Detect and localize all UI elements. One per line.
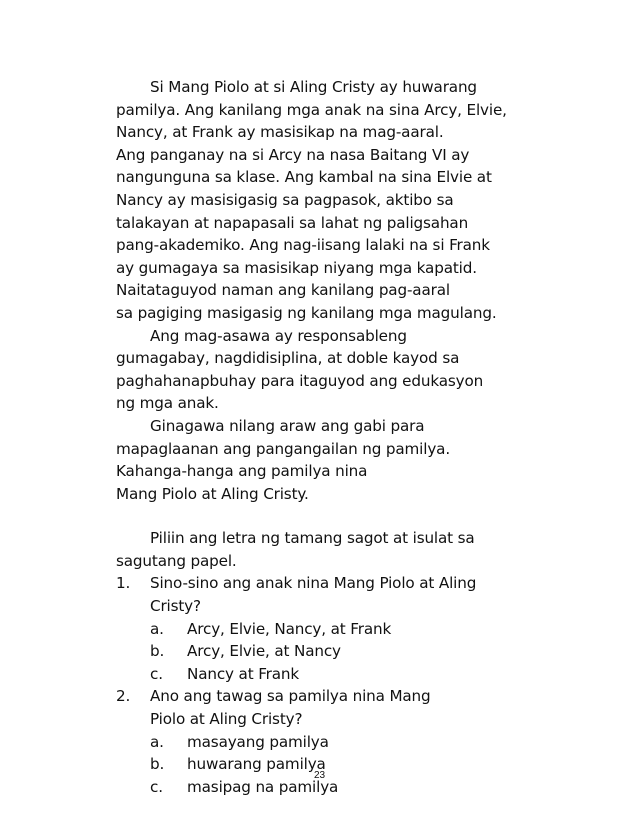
question-stem [116, 572, 556, 595]
answer-option [116, 640, 556, 663]
option-letter: a. [150, 732, 164, 751]
text-line: Kahanga-hanga ang pamilya nina [116, 462, 368, 481]
option-letter: c. [150, 777, 163, 796]
text-line: nangunguna sa klase. Ang kambal na sina Elvie at [116, 168, 492, 187]
answer-option [116, 618, 556, 641]
question-text: Sino-sino ang anak nina Mang Piolo at Aling [150, 574, 477, 593]
text-line: ng mga anak. [116, 394, 219, 413]
text-line: mapaglaanan ang pangangailan ng pamilya. [116, 439, 450, 458]
option-letter: b. [150, 755, 165, 774]
passage-paragraph-2 [116, 325, 556, 415]
text-line: ay gumagaya sa masisikap niyang mga kapatid. [116, 258, 477, 277]
option-text: masipag na pamilya [187, 777, 339, 796]
text-line: paghahanapbuhay para itaguyod ang edukasyon [116, 371, 484, 390]
text-line: pamilya. Ang kanilang mga anak na sina Arcy, Elvie, [116, 100, 507, 119]
instruction-line: Piliin ang letra ng tamang sagot at isulat sa [150, 529, 475, 548]
question-text: Ano ang tawag sa pamilya nina Mang [150, 687, 431, 706]
question-text: Cristy? [150, 597, 201, 616]
passage-paragraph-3 [116, 415, 556, 505]
instruction-line: sagutang papel. [116, 551, 237, 570]
text-line: Nancy, at Frank ay masisikap na mag-aaral. [116, 123, 444, 142]
option-text: Arcy, Elvie, Nancy, at Frank [187, 619, 392, 638]
answer-option [116, 663, 556, 686]
text-line: pang-akademiko. Ang nag-iisang lalaki na si Frank [116, 236, 490, 255]
question-number: 1. [116, 574, 131, 593]
question-2 [116, 685, 556, 798]
question-stem [116, 685, 556, 708]
instructions [116, 527, 556, 572]
text-line: talakayan at napapasali sa lahat ng paligsahan [116, 213, 469, 232]
text-line: Ginagawa nilang araw ang gabi para [150, 416, 425, 435]
text-line: sa pagiging masigasig ng kanilang mga magulang. [116, 303, 497, 322]
answer-option [116, 731, 556, 754]
question-text: Piolo at Aling Cristy? [150, 710, 303, 729]
option-letter: b. [150, 642, 165, 661]
question-1 [116, 572, 556, 685]
text-line: Si Mang Piolo at si Aling Cristy ay huwarang [150, 78, 477, 96]
text-line: gumagabay, nagdidisiplina, at doble kayod sa [116, 349, 460, 368]
option-letter: a. [150, 619, 164, 638]
text-line: Nancy ay masisigasig sa pagpasok, aktibo sa [116, 190, 454, 209]
passage-paragraph-1 [116, 76, 556, 325]
option-text: huwarang pamilya [187, 755, 326, 774]
blank-line [116, 505, 556, 527]
document-page [116, 76, 556, 798]
question-number: 2. [116, 687, 131, 706]
option-text: masayang pamilya [187, 732, 329, 751]
text-line: Mang Piolo at Aling Cristy. [116, 484, 309, 503]
page-number: 23 [313, 770, 326, 781]
option-text: Arcy, Elvie, at Nancy [187, 642, 341, 661]
option-text: Nancy at Frank [187, 664, 300, 683]
text-line: Naitataguyod naman ang kanilang pag-aaral [116, 281, 450, 300]
option-letter: c. [150, 664, 163, 683]
text-line: Ang panganay na si Arcy na nasa Baitang VI ay [116, 145, 470, 164]
text-line: Ang mag-asawa ay responsableng [150, 326, 407, 345]
